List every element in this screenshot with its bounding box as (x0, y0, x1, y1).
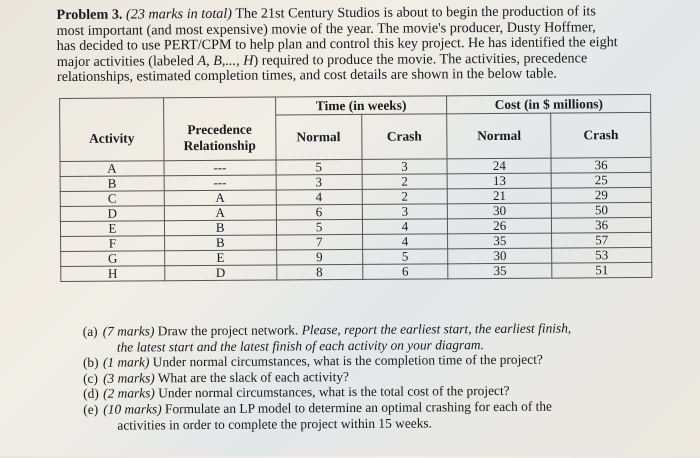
question-c-text: What are the slack of each activity? (157, 368, 349, 386)
activity-cell: F (61, 236, 165, 252)
cost-crash-cell: 57 (552, 232, 652, 248)
cost-crash-cell: 25 (551, 172, 651, 188)
time-crash-cell: 3 (362, 159, 448, 175)
question-a-text-3: the latest start and the latest finish of each activity on your diagram. (116, 336, 484, 355)
intro-line-1: The 21st Century Studios is about to begin the production of its (235, 3, 596, 22)
cost-normal-cell: 24 (447, 158, 551, 174)
time-crash-cell: 3 (362, 204, 448, 220)
activity-cell: C (60, 191, 164, 207)
cost-crash-cell: 29 (551, 187, 651, 203)
activity-cell: E (60, 221, 164, 237)
question-b-label: (b) (82, 354, 99, 371)
question-e-text-2: activities in order to complete the project within 15 weeks. (117, 414, 433, 433)
precedence-cell: --- (164, 175, 276, 191)
activity-table (59, 94, 652, 282)
question-b-text: Under normal circumstances, what is the completion time of the project? (152, 351, 543, 370)
precedence-cell: A (164, 205, 276, 221)
precedence-cell: B (164, 220, 276, 236)
time-normal-cell: 8 (276, 264, 362, 280)
activity-cell: B (60, 176, 164, 192)
time-crash-cell: 4 (362, 234, 448, 250)
question-d-label: (d) (83, 386, 99, 402)
time-crash-cell: 4 (362, 219, 448, 235)
precedence-cell: --- (164, 160, 276, 176)
cost-crash-cell: 53 (552, 247, 652, 263)
cost-normal-cell: 26 (448, 218, 552, 234)
time-normal-cell: 6 (276, 204, 362, 220)
problem-label: Problem 3. (56, 6, 123, 24)
question-c-label: (c) (82, 370, 98, 386)
time-normal-cell: 4 (276, 189, 362, 205)
activity-cell: H (61, 266, 165, 282)
intro-line-4a: major activities (labeled (56, 52, 198, 70)
cost-normal-cell: 30 (448, 248, 552, 264)
precedence-cell: B (164, 235, 276, 251)
intro-line-2: most important (and most expensive) movie of the year. The movie's producer, Dusty Hoffmer, (56, 18, 596, 39)
question-d-marks: (2 marks) (103, 385, 155, 402)
intro-line-3: has decided to use PERT/CPM to help plan and control this key project. He has identified the eight (56, 34, 618, 55)
intro-line-4b: A, B,..., H (197, 52, 254, 69)
time-normal-cell: 9 (276, 249, 362, 265)
time-crash-cell: 2 (362, 189, 448, 205)
question-a-text-1: Draw the project network. (157, 322, 299, 339)
time-normal-cell: 5 (276, 219, 362, 235)
question-e-label: (e) (83, 401, 99, 417)
col-time-crash: Crash (361, 114, 447, 160)
time-crash-cell: 2 (362, 174, 448, 190)
precedence-cell: E (164, 250, 276, 266)
question-e-marks: (10 marks) (103, 401, 162, 417)
col-activity: Activity (60, 116, 164, 162)
activity-cell: A (60, 161, 164, 177)
cost-normal-cell: 13 (447, 173, 551, 189)
col-precedence: Precedence Relationship (164, 115, 276, 161)
cost-header: Cost (in $ millions) (447, 94, 651, 113)
problem-marks: (23 marks in total) (125, 5, 233, 23)
question-a-marks: (7 marks) (102, 323, 155, 339)
cost-normal-cell: 35 (448, 263, 552, 279)
cost-normal-cell: 30 (448, 203, 552, 219)
table-row (61, 262, 652, 281)
cost-crash-cell: 36 (552, 217, 652, 233)
cost-crash-cell: 51 (552, 262, 652, 278)
col-time-normal: Normal (275, 114, 361, 160)
intro-line-5: relationships, estimated completion times, and cost details are shown in the below table. (56, 65, 557, 86)
time-crash-cell: 5 (362, 249, 448, 265)
questions-list (83, 320, 654, 433)
precedence-cell: D (165, 265, 277, 281)
question-b-marks: (1 mark) (102, 354, 150, 370)
intro-line-4c: ) required to produce the movie. The activities, precedence (253, 50, 588, 69)
precedence-cell: A (164, 190, 276, 206)
time-normal-cell: 7 (276, 234, 362, 250)
activity-cell: D (60, 206, 164, 222)
col-cost-crash: Crash (551, 112, 651, 158)
question-a-label: (a) (82, 323, 98, 339)
col-cost-normal: Normal (447, 113, 551, 159)
question-a-text-2: Please, report the earliest start, the earliest finish, (301, 320, 572, 338)
question-c-marks: (3 marks) (102, 370, 155, 386)
question-d-text: Under normal circumstances, what is the total cost of the project? (158, 383, 510, 401)
question-e-text-1: Formulate an LP model to determine an optimal crashing for each of the (164, 398, 553, 417)
time-crash-cell: 6 (362, 264, 448, 280)
cost-crash-cell: 50 (551, 202, 651, 218)
cost-normal-cell: 21 (448, 188, 552, 204)
time-normal-cell: 3 (276, 174, 362, 190)
time-normal-cell: 5 (276, 159, 362, 175)
activity-cell: G (61, 251, 165, 267)
cost-normal-cell: 35 (448, 233, 552, 249)
time-header: Time (in weeks) (275, 96, 447, 115)
problem-intro (56, 4, 655, 86)
cost-crash-cell: 36 (551, 157, 651, 173)
